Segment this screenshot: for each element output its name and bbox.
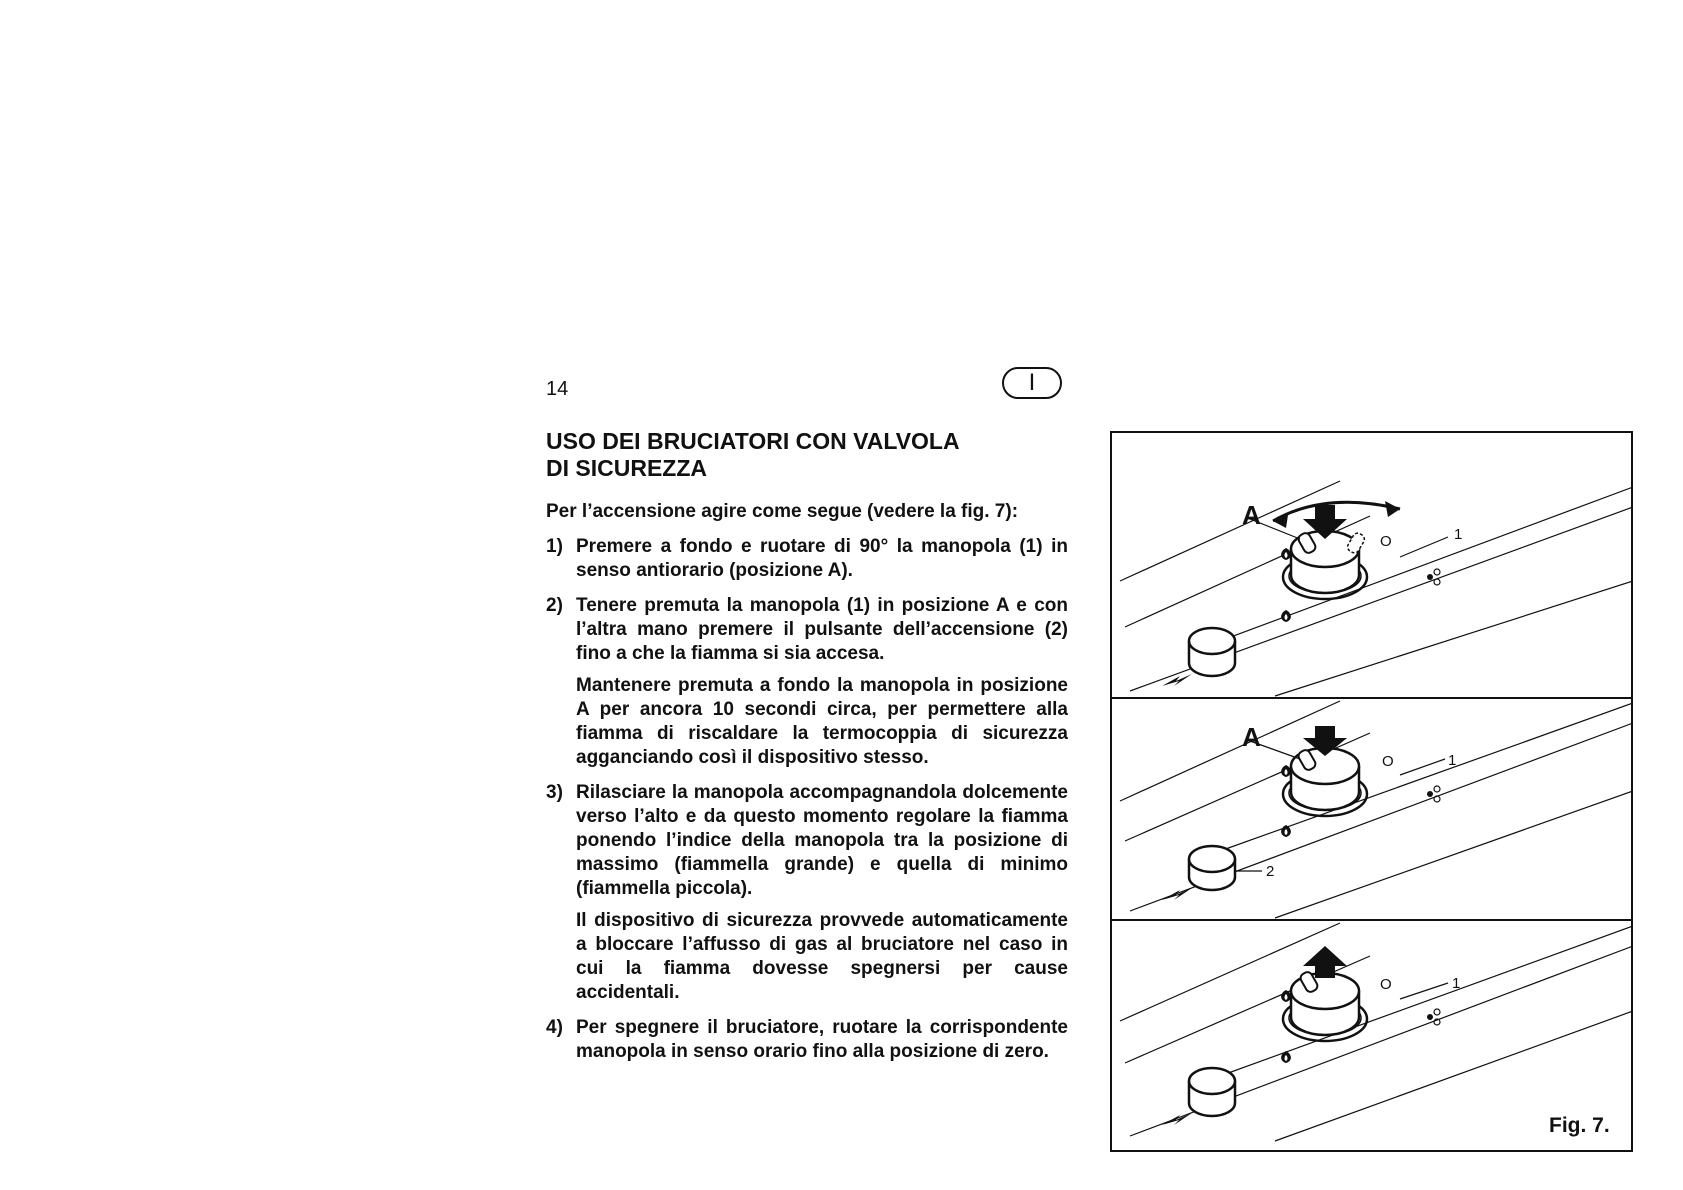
label-knob: 1 xyxy=(1448,752,1457,769)
section-title-line-1: USO DEI BRUCIATORI CON VALVOLA xyxy=(546,428,960,454)
step-1 xyxy=(546,535,1068,583)
label-zero: O xyxy=(1380,533,1392,550)
flame-icon xyxy=(1281,825,1291,837)
step-paragraph: Mantenere premuta a fondo la manopola in posizione A per ancora 10 secondi circa, per permettere alla fiamma di riscaldare la termocoppia di sicurezza agganciando così il dispositivo stesso. xyxy=(576,675,1068,768)
step-paragraph: Per spegnere il bruciatore, ruotare la corrispondente manopola in senso orario fino alla posizione di zero. xyxy=(576,1017,1068,1062)
step-number: 4) xyxy=(546,1017,563,1038)
step-4 xyxy=(546,1016,1068,1064)
step-number: 2) xyxy=(546,595,563,616)
knob-icon xyxy=(1283,973,1367,1041)
label-button: 2 xyxy=(1266,863,1275,880)
section-title-line-2: DI SICUREZZA xyxy=(546,455,707,481)
flame-icon xyxy=(1281,610,1291,622)
label-position-a: A xyxy=(1242,500,1261,530)
step-paragraph: Rilasciare la manopola accompagnandola dolcemente verso l’alto e da questo momento regolare la fiamma ponendo l’indice della manopola tra la posizione di massimo (fiammella grande) e quella di minimo (fiammella piccola). xyxy=(576,782,1068,899)
section-title xyxy=(546,428,1016,482)
label-knob: 1 xyxy=(1452,975,1461,992)
instructions-column xyxy=(546,500,1068,1075)
figure-7-illustration xyxy=(1110,431,1633,1152)
step-paragraph: Tenere premuta la manopola (1) in posizione A e con l’altra mano premere il pulsante dell’accensione (2) fino a che la fiamma si sia accesa. xyxy=(576,595,1068,664)
label-zero: O xyxy=(1382,753,1394,770)
step-3 xyxy=(546,781,1068,1005)
page-number: 14 xyxy=(546,378,569,400)
max-flame-icon xyxy=(1427,569,1440,585)
step-number: 3) xyxy=(546,782,563,803)
knob-icon xyxy=(1283,748,1367,816)
language-badge: I xyxy=(1002,367,1062,399)
flame-icon xyxy=(1281,765,1291,777)
ignition-button-icon xyxy=(1189,628,1235,676)
step-number: 1) xyxy=(546,536,563,557)
ignition-button-icon xyxy=(1189,1068,1235,1116)
step-paragraph: Il dispositivo di sicurezza provvede automaticamente a bloccare l’affusso di gas al bruciatore nel caso in cui la fiamma dovesse spegnersi per cause accidentali. xyxy=(576,910,1068,1003)
intro-text: Per l’accensione agire come segue (vedere la fig. 7): xyxy=(546,501,1019,522)
label-knob: 1 xyxy=(1454,526,1463,543)
step-2 xyxy=(546,594,1068,770)
ignition-button-pressed-icon xyxy=(1189,846,1235,890)
label-position-a: A xyxy=(1242,722,1261,752)
flame-icon xyxy=(1281,548,1291,560)
figure-panel-1 xyxy=(1120,481,1633,696)
figure-panel-3 xyxy=(1120,923,1633,1141)
figure-7 xyxy=(1110,431,1633,1152)
rotation-arc-icon xyxy=(1273,502,1400,521)
figure-caption: Fig. 7. xyxy=(1549,1114,1610,1137)
spark-icon xyxy=(1162,674,1192,686)
figure-frame xyxy=(1111,432,1632,1151)
figure-panel-2 xyxy=(1120,701,1633,918)
label-zero: O xyxy=(1380,976,1392,993)
step-paragraph: Premere a fondo e ruotare di 90° la manopola (1) in senso antiorario (posizione A). xyxy=(576,536,1068,581)
